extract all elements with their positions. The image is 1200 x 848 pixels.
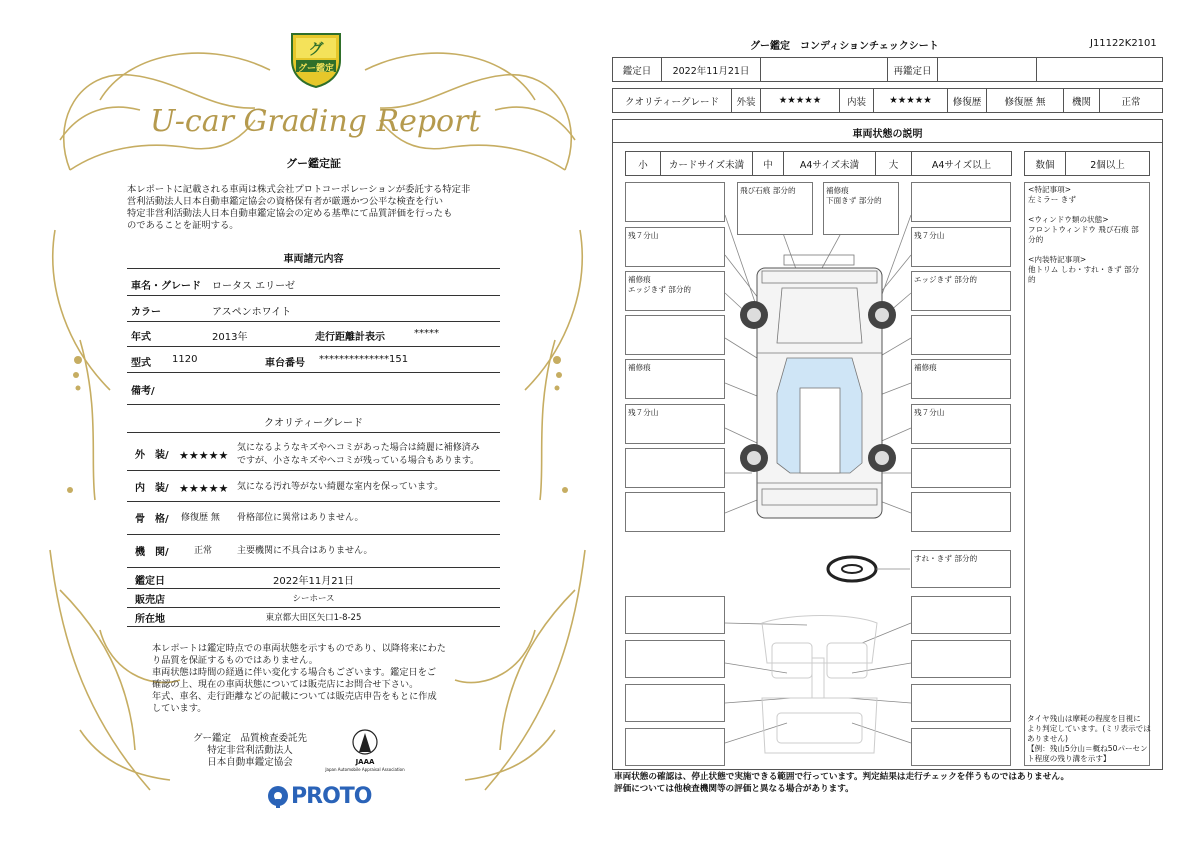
re-date-label: 再鑑定日 [893, 65, 932, 77]
year-value: 2013年 [212, 332, 248, 343]
callout-interior-right-1 [911, 596, 1011, 634]
repair-cell-label [947, 88, 987, 113]
tire-note-line: ありません) [1027, 734, 1068, 743]
goo-logo-text: グー鑑定 [297, 64, 334, 74]
notes-panel [1024, 182, 1150, 766]
frame-value: 修復歴 無 [181, 513, 220, 523]
footer-line: 確認の上、現在の車両状態については販売店にお問合せ下さい。 [152, 679, 419, 690]
odometer-label: 走行距離計表示 [315, 332, 385, 343]
info-row-dealer [127, 588, 500, 608]
sheet-title: グー鑑定 コンディションチェックシート [750, 41, 939, 52]
callout-left-1 [625, 182, 725, 222]
blank-cell [1036, 57, 1163, 82]
legend-count [1024, 151, 1066, 176]
footer-line: 車両状態は時間の経過に伴い変化する場合もございます。鑑定日をご [152, 667, 437, 678]
section-title: 車両状態の説明 [852, 129, 923, 140]
callout-interior-right-2 [911, 640, 1011, 678]
sheet-footer-line: 車両状態の確認は、停止状態で実施できる範囲で行っています。判定結果は走行チェックを伴うものではありません。 [614, 772, 1070, 782]
sheet-doc-id: J11122K2101 [1090, 38, 1157, 49]
callout-right-7 [911, 448, 1011, 488]
engine-text: 主要機関に不具合はありません。 [237, 546, 373, 556]
footer-line: しています。 [152, 703, 207, 714]
callout-steering: すれ・きず 部分的 [911, 550, 1011, 588]
int-cell-label [839, 88, 874, 113]
grade-label: クオリティーグレード [624, 96, 720, 108]
date-cell-value [661, 57, 761, 82]
legend-count-label: 数個 [1035, 159, 1055, 171]
grade-cell-label [612, 88, 732, 113]
quality-heading-row [127, 409, 500, 433]
name-value: ロータス エリーゼ [212, 281, 295, 292]
sheet-footer [614, 771, 1069, 795]
callout-left-2: 残７分山 [625, 227, 725, 267]
callout-right-1 [911, 182, 1011, 222]
callout-right-8 [911, 492, 1011, 532]
callout-right-6: 残７分山 [911, 404, 1011, 444]
intro-line: 本レポートに記載される車両は株式会社プロトコーポレーションが委託する特定非 [127, 184, 471, 195]
issuer-line: 日本自動車鑑定協会 [207, 757, 293, 768]
quality-row-frame [127, 505, 500, 535]
chassis-value: **************151 [319, 354, 409, 365]
engine-cell-value [1099, 88, 1163, 113]
legend-small-text: カードサイズ未満 [668, 159, 745, 171]
callout-interior-left-2 [625, 640, 725, 678]
ext-cell-label [731, 88, 761, 113]
date-label: 鑑定日 [135, 576, 165, 587]
callout-right-4 [911, 315, 1011, 355]
callout-right-5: 補修痕 [911, 359, 1011, 399]
proto-logo-text: PROTO [291, 784, 372, 809]
note-line: <ウィンドウ類の状態> [1028, 215, 1109, 224]
interior-text: 気になる汚れ等がない綺麗な室内を保っています。 [237, 482, 444, 492]
tire-note [1027, 714, 1151, 764]
quality-row-engine [127, 538, 500, 568]
info-row-date [127, 567, 500, 589]
certificate-intro [127, 184, 507, 232]
interior-label: 内 装/ [135, 483, 169, 494]
jaaa-subtext: Japan Automobile Appraisal Association [325, 767, 405, 772]
intro-line: 特定非営利活動法人日本自動車鑑定協会の定める基準にて品質評価を行ったも [127, 208, 453, 219]
quality-row-interior [127, 474, 500, 502]
callout-left-4 [625, 315, 725, 355]
spec-row-color [127, 298, 500, 322]
tire-note-line: タイヤ残山は摩耗の程度を目視に [1027, 714, 1141, 723]
int-stars: ★★★★★ [889, 95, 932, 106]
certificate-script-title: U-car Grading Report [150, 104, 481, 139]
year-label: 年式 [131, 332, 151, 343]
certificate-footer-note [152, 643, 497, 715]
remarks-label: 備考/ [131, 386, 155, 397]
note-line: <特記事項> [1028, 185, 1072, 194]
odometer-value: ***** [414, 328, 439, 339]
engine-cell-label [1063, 88, 1100, 113]
legend-large-label: 大 [888, 159, 899, 171]
re-date-cell-value [937, 57, 1037, 82]
exterior-text: ですが、小さなキズやヘコミが残っている場合もあります。 [237, 456, 480, 466]
color-value: アスペンホワイト [212, 307, 292, 318]
model-value: 1120 [172, 354, 198, 365]
exterior-text: 気になるようなキズやヘコミがあった場合は綺麗に補修済み [237, 443, 480, 453]
note-line: 左ミラー きず [1028, 195, 1076, 204]
certificate-heading: グー鑑定証 [286, 157, 341, 170]
quality-row-exterior [127, 436, 500, 471]
interior-stars: ★★★★★ [179, 482, 229, 495]
repair-cell-value [986, 88, 1064, 113]
color-label: カラー [131, 307, 161, 318]
callout-left-6: 残７分山 [625, 404, 725, 444]
engine-value: 正常 [1121, 96, 1141, 108]
tire-note-line: 【例：残山5分山＝概ね50パーセン [1027, 744, 1148, 753]
legend-large-text: A4サイズ以上 [931, 159, 992, 171]
callout-interior-left-1 [625, 596, 725, 634]
blank-cell [760, 57, 888, 82]
intro-line: のであることを証明する。 [127, 220, 239, 231]
intro-line: 営利活動法人日本自動車鑑定協会の資格保有者が厳選かつ公平な検査を行い [127, 196, 444, 207]
address-label: 所在地 [135, 614, 165, 625]
spec-row-remarks [127, 377, 500, 405]
engine-label: 機 関/ [135, 547, 169, 558]
tire-note-line: ト程度の残り溝を示す】 [1027, 754, 1111, 763]
condition-title-bar [612, 119, 1163, 143]
exterior-label: 外 装/ [135, 450, 169, 461]
date-value: 2022年11月21日 [672, 65, 750, 77]
footer-line: 本レポートは鑑定時点での車両状態を示すものであり、以降将来にわた [152, 643, 446, 654]
info-row-address [127, 607, 500, 627]
proto-mark-icon [267, 785, 291, 809]
note-line: 他トリム しわ・すれ・きず 部分的 [1028, 265, 1140, 284]
engine-value: 正常 [194, 546, 213, 556]
callout-interior-left-4 [625, 728, 725, 766]
goo-logo: グ グー鑑定 [288, 30, 344, 88]
callout-left-8 [625, 492, 725, 532]
legend-count-text: 2個以上 [1090, 159, 1125, 171]
note-line: フロントウィンドウ 飛び石痕 部分的 [1028, 225, 1139, 244]
issuer-line: グー鑑定 品質検査委託先 [192, 733, 307, 744]
legend-small-label: 小 [638, 159, 648, 171]
frame-label: 骨 格/ [135, 514, 169, 525]
callout-right-3: エッジきず 部分的 [911, 271, 1011, 311]
address-value: 東京都大田区矢口1-8-25 [265, 613, 362, 623]
legend-count-desc [1065, 151, 1150, 176]
jaaa-logo [325, 728, 405, 778]
proto-logo [267, 783, 377, 811]
spec-heading-row [127, 245, 500, 269]
callout-left-7 [625, 448, 725, 488]
date-cell-label [612, 57, 662, 82]
spec-row-model [127, 349, 500, 373]
spec-row-name [127, 272, 500, 296]
chassis-label: 車台番号 [265, 358, 305, 369]
callout-left-5: 補修痕 [625, 359, 725, 399]
issuer-block [180, 733, 320, 769]
note-line: <内装特記事項> [1028, 255, 1087, 264]
dealer-value: シーホース [292, 594, 335, 604]
callout-top-1: 飛び石痕 部分的 [737, 182, 813, 235]
model-label: 型式 [131, 358, 151, 369]
sheet-footer-line: 評価については他検査機関等の評価と異なる場合があります。 [614, 784, 854, 794]
ext-cell-value [760, 88, 840, 113]
callout-interior-right-4 [911, 728, 1011, 766]
spec-heading: 車両諸元内容 [283, 254, 344, 265]
callout-right-2: 残７分山 [911, 227, 1011, 267]
engine-label: 機関 [1071, 96, 1091, 108]
callout-left-3: 補修痕 エッジきず 部分的 [625, 271, 725, 311]
repair-label: 修復歴 [952, 96, 982, 108]
tire-note-line: より判定しています。(ミリ表示では [1027, 724, 1151, 733]
legend-mid-label: 中 [763, 159, 773, 171]
ext-label: 外装 [736, 96, 756, 108]
jaaa-text: JAAA [355, 758, 375, 766]
int-cell-value [873, 88, 948, 113]
jaaa-emblem-icon [325, 728, 405, 762]
callout-top-2: 補修痕 下面きず 部分的 [823, 182, 899, 235]
repair-value: 修復歴 無 [1004, 96, 1046, 108]
exterior-stars: ★★★★★ [179, 449, 229, 462]
name-label: 車名・グレード [131, 281, 201, 292]
footer-line: 年式、車名、走行距離などの記載については販売店申告をもとに作成 [152, 691, 437, 702]
int-label: 内装 [846, 96, 866, 108]
dealer-label: 販売店 [135, 595, 165, 606]
frame-text: 骨格部位に異常はありません。 [237, 513, 364, 523]
re-date-cell-label [887, 57, 938, 82]
spec-row-year [127, 323, 500, 347]
footer-line: り品質を保証するものではありません。 [152, 655, 318, 666]
issuer-line: 特定非営利活動法人 [207, 745, 293, 756]
quality-heading: クオリティーグレード [264, 418, 363, 429]
legend-mid-text: A4サイズ未満 [799, 159, 860, 171]
callout-interior-right-3 [911, 684, 1011, 722]
date-label: 鑑定日 [622, 65, 652, 77]
callout-interior-left-3 [625, 684, 725, 722]
date-value: 2022年11月21日 [273, 576, 354, 587]
ext-stars: ★★★★★ [778, 95, 822, 106]
